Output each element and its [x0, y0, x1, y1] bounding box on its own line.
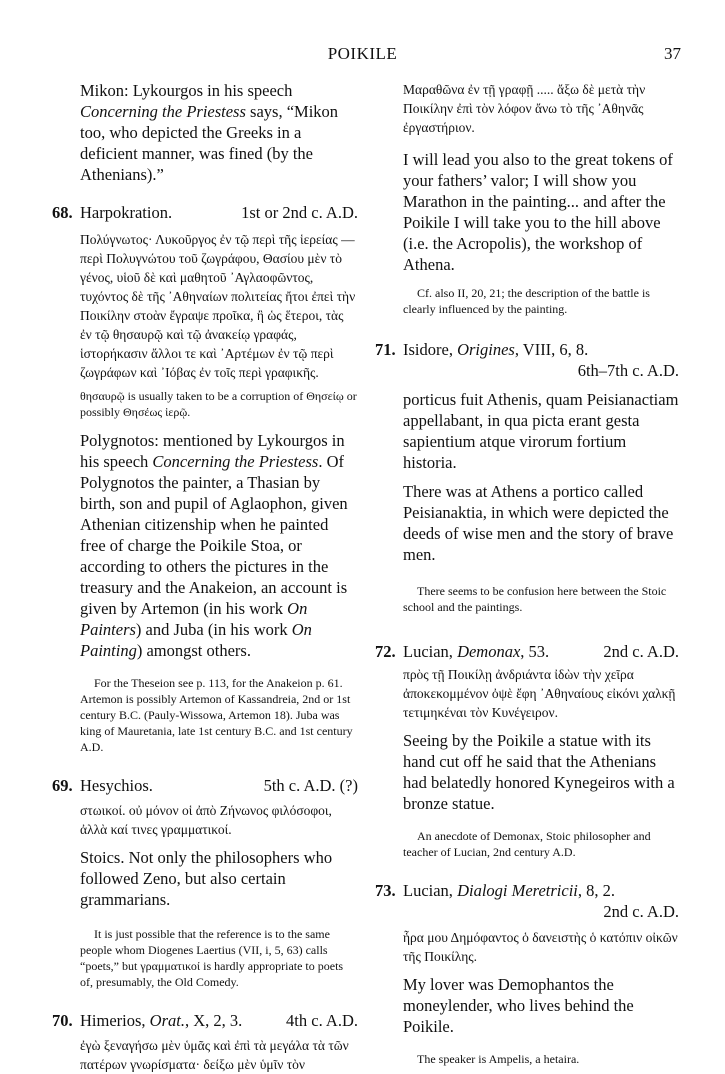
entry-source: Lucian, Dialogi Meretricii, 8, 2. — [403, 881, 616, 900]
entry-71-note: There seems to be confusion here between the Stoic school and the paintings. — [403, 584, 667, 614]
mikon-translation: Mikon: Lykourgos in his speech Concerning the Priestess says, “Mikon too, who depicted the Greeks in a deficient manner, was fined (by the Athenians).” — [80, 81, 339, 184]
page-number: 37 — [664, 44, 681, 63]
entry-number: 73. — [375, 881, 396, 900]
entry-source: Lucian, Demonax, 53. — [403, 642, 550, 661]
entry-date: 2nd c. A.D. — [603, 902, 679, 921]
entry-73-heading — [375, 880, 679, 922]
entry-70-note: Cf. also II, 20, 21; the description of the battle is clearly influenced by the painting. — [403, 286, 650, 316]
entry-72-heading — [375, 641, 679, 662]
entry-number: 70. — [52, 1011, 73, 1030]
entry-70-greek: ἐγὼ ξεναγήσω μὲν ὑμᾶς καὶ ἐπὶ τὰ μεγάλα τὰ τῶν πατέρων γνωρίσματα· δείξω μὲν ὑμῖν τὸν — [80, 1038, 349, 1072]
entry-68-note-1: θησαυρῷ is usually taken to be a corruption of Θησείῳ or possibly Θησέως ἱερῷ. — [80, 389, 357, 419]
entry-68-heading — [52, 202, 358, 223]
entry-71-heading — [375, 339, 679, 381]
entry-source: Hesychios. — [80, 776, 153, 795]
entry-73-greek: ἦρα μου Δημόφαντος ὁ δανειστὴς ὁ κατόπιν οἰκῶν τῆς Ποικίλης. — [403, 930, 678, 964]
entry-number: 68. — [52, 203, 73, 222]
right-column — [375, 80, 679, 1067]
entry-73-translation: My lover was Demophantos the moneylender, who lives behind the Poikile. — [403, 975, 634, 1036]
entry-source: Harpokration. — [80, 203, 173, 222]
entry-date: 4th c. A.D. — [286, 1011, 358, 1030]
entry-73-note: The speaker is Ampelis, a hetaira. — [417, 1052, 580, 1066]
entry-68-note-2: For the Theseion see p. 113, for the Anakeion p. 61. Artemon is possibly Artemon of Kassandreia, 2nd or 1st century B.C. (Pauly-Wissowa, Artemon 18). Juba was king of Mauretania, late 1st century B.C. and 1st century A.D. — [80, 676, 353, 754]
entry-69-greek: στωικοί. οὐ μόνον οἱ ἀπὸ Ζήνωνος φιλόσοφοι, ἀλλὰ καί τινες γραμματικοί. — [80, 803, 332, 837]
entry-date: 1st or 2nd c. A.D. — [241, 203, 358, 222]
entry-date: 2nd c. A.D. — [603, 642, 679, 661]
entry-71-translation: There was at Athens a portico called Peisianaktia, in which were depicted the deeds of wise men and the story of brave men. — [403, 482, 674, 564]
entry-number: 72. — [375, 642, 396, 661]
entry-source: Himerios, Orat., X, 2, 3. — [80, 1011, 243, 1030]
entry-69-note: It is just possible that the reference is to the same people whom Diogenes Laertius (VII, i, 5, 63) calls “poets,” but γραμματικοί is hardly appropriate to poets of, presumably, the Old Comedy. — [80, 927, 344, 989]
left-column — [52, 80, 358, 1074]
entry-68-greek: Πολύγνωτος· Λυκοῦργος ἐν τῷ περὶ τῆς ἱερείας — περὶ Πολυγνώτου τοῦ ζωγράφου, Θασίου μὲν τὸ γένος, υἱοῦ δὲ καὶ μαθητοῦ ᾿Αγλαοφῶντος, τυχόντος δὲ τῆς ᾿Αθηναίων πολιτείας ἤτοι ἐπεὶ τὴν Ποικίλην στοὰν ἔγραψε προῖκα, ἢ ὡς ἕτεροι, τὰς ἐν τῷ θησαυρῷ καὶ τῷ ἀνακείῳ γραφάς, ἱστορήκασιν ἄλλοι τε καὶ ᾿Αρτέμων ἐν τῷ περὶ ζωγράφων καὶ ᾿Ιόβας ἐν τοῖς περὶ γραφικῆς. — [80, 232, 356, 380]
entry-69-heading — [52, 775, 358, 796]
entry-number: 71. — [375, 340, 396, 359]
entry-72-note: An anecdote of Demonax, Stoic philosopher and teacher of Lucian, 2nd century A.D. — [403, 829, 651, 859]
entry-72-translation: Seeing by the Poikile a statue with its hand cut off he said that the Athenians had belatedly honored Kynegeiros with a bronze statue. — [403, 731, 675, 813]
running-header — [0, 44, 725, 68]
entry-69-translation: Stoics. Not only the philosophers who followed Zeno, but also certain grammarians. — [80, 848, 333, 909]
entry-70-translation: I will lead you also to the great tokens of your fathers’ valor; I will show you Marathon in the painting... and after the Poikile I will take you to the hill above (i.e. the Acropolis), the workshop of Athena. — [403, 150, 673, 274]
entry-68-translation: Polygnotos: mentioned by Lykourgos in his speech Concerning the Priestess. Of Polygnotos the painter, a Thasian by birth, son and pupil of Aglaophon, given Athenian citizenship when he painted free of charge the Poikile Stoa, or according to others the pictures in the treasury and the Anakeion, an account is given by Artemon (in his work On Painters) and Juba (in his work On Painting) amongst others. — [80, 431, 348, 660]
running-title: POIKILE — [327, 44, 398, 63]
entry-number: 69. — [52, 776, 73, 795]
entry-71-latin: porticus fuit Athenis, quam Peisianactiam appellabant, in qua picta erant gesta sapientium atque virorum fortium historia. — [403, 390, 679, 472]
entry-70-greek-continued: Μαραθῶνα ἐν τῇ γραφῇ ..... ἄξω δὲ μετὰ τὴν Ποικίλην ἐπὶ τὸν λόφον ἄνω τὸ τῆς ᾿Αθηνᾶς ἐργαστήριον. — [403, 82, 646, 135]
entry-date: 5th c. A.D. (?) — [263, 776, 358, 795]
entry-source: Isidore, Origines, VIII, 6, 8. — [403, 340, 589, 359]
entry-72-greek: πρὸς τῇ Ποικίλῃ ἀνδριάντα ἰδὼν τὴν χεῖρα ἀποκεκομμένον ὀψὲ ἔφη ᾿Αθηναίους εἰκόνι χαλκῇ τετιμηκέναι τὸν Κυνέγειρον. — [403, 667, 676, 720]
entry-70-heading — [52, 1010, 358, 1031]
entry-date: 6th–7th c. A.D. — [577, 361, 679, 380]
